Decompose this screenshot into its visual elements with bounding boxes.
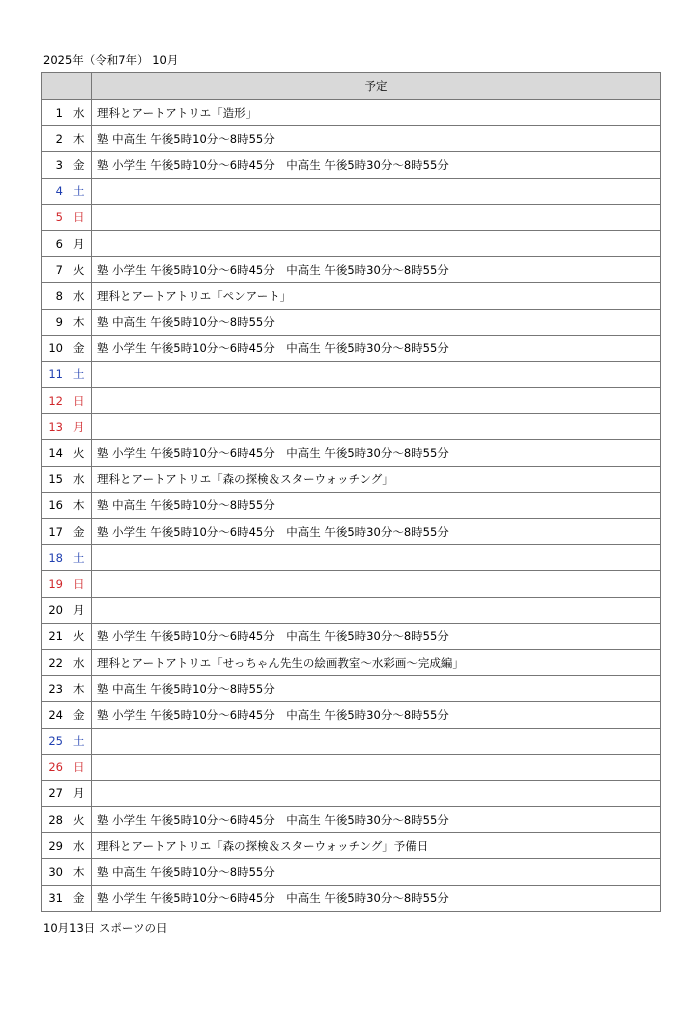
weekday-label: 木 (73, 681, 85, 696)
table-row (42, 230, 661, 256)
plan-cell: 塾 中高生 午後5時10分～8時55分 (92, 492, 661, 518)
table-row (42, 126, 661, 152)
weekday-label: 木 (73, 131, 85, 146)
date-cell (42, 597, 92, 623)
weekday-label: 月 (73, 786, 85, 801)
table-row (42, 833, 661, 859)
plan-cell: 塾 中高生 午後5時10分～8時55分 (92, 676, 661, 702)
weekday-label: 水 (73, 105, 85, 120)
table-row (42, 257, 661, 283)
weekday-label: 木 (73, 498, 85, 513)
day-number: 11 (48, 367, 63, 382)
date-cell (42, 152, 92, 178)
date-cell (42, 335, 92, 361)
date-cell (42, 414, 92, 440)
date-cell (42, 545, 92, 571)
plan-cell: 塾 小学生 午後5時10分～6時45分 中高生 午後5時30分～8時55分 (92, 885, 661, 911)
plan-cell: 塾 中高生 午後5時10分～8時55分 (92, 859, 661, 885)
day-number: 26 (48, 760, 63, 775)
weekday-label: 日 (73, 576, 85, 591)
table-row (42, 859, 661, 885)
date-cell (42, 361, 92, 387)
day-number: 4 (55, 184, 63, 199)
day-number: 13 (48, 419, 63, 434)
plan-cell: 理科とアートアトリエ「造形」 (92, 100, 661, 126)
weekday-label: 木 (73, 865, 85, 880)
weekday-label: 月 (73, 419, 85, 434)
plan-cell: 塾 小学生 午後5時10分～6時45分 中高生 午後5時30分～8時55分 (92, 152, 661, 178)
table-row (42, 440, 661, 466)
day-number: 14 (48, 446, 63, 461)
plan-cell (92, 414, 661, 440)
day-number: 30 (48, 865, 63, 880)
plan-cell: 理科とアートアトリエ「森の探検＆スターウォッチング」予備日 (92, 833, 661, 859)
plan-cell: 塾 小学生 午後5時10分～6時45分 中高生 午後5時30分～8時55分 (92, 807, 661, 833)
plan-cell (92, 545, 661, 571)
plan-cell (92, 204, 661, 230)
plan-cell (92, 571, 661, 597)
date-cell (42, 257, 92, 283)
table-row (42, 807, 661, 833)
plan-cell: 塾 小学生 午後5時10分～6時45分 中高生 午後5時30分～8時55分 (92, 257, 661, 283)
date-cell (42, 676, 92, 702)
weekday-label: 日 (73, 760, 85, 775)
day-number: 25 (48, 734, 63, 749)
day-number: 8 (55, 288, 63, 303)
weekday-label: 金 (73, 157, 85, 172)
day-number: 10 (48, 341, 63, 356)
day-number: 21 (48, 629, 63, 644)
table-row (42, 466, 661, 492)
footer-note: 10月13日 スポーツの日 (43, 921, 168, 935)
date-cell (42, 230, 92, 256)
day-number: 12 (48, 393, 63, 408)
table-row (42, 100, 661, 126)
table-row (42, 283, 661, 309)
date-cell (42, 649, 92, 675)
date-cell (42, 859, 92, 885)
date-cell (42, 702, 92, 728)
weekday-label: 火 (73, 262, 85, 277)
date-cell (42, 754, 92, 780)
day-number: 31 (48, 891, 63, 906)
day-number: 24 (48, 707, 63, 722)
plan-cell (92, 230, 661, 256)
day-number: 20 (48, 603, 63, 618)
day-number: 1 (55, 105, 63, 120)
day-number: 7 (55, 262, 63, 277)
date-cell (42, 388, 92, 414)
day-number: 3 (55, 157, 63, 172)
table-row (42, 885, 661, 911)
day-number: 22 (48, 655, 63, 670)
weekday-label: 土 (73, 734, 85, 749)
plan-cell: 塾 小学生 午後5時10分～6時45分 中高生 午後5時30分～8時55分 (92, 702, 661, 728)
weekday-label: 水 (73, 472, 85, 487)
table-row (42, 623, 661, 649)
weekday-label: 月 (73, 603, 85, 618)
date-cell (42, 178, 92, 204)
weekday-label: 金 (73, 707, 85, 722)
date-cell (42, 885, 92, 911)
date-cell (42, 728, 92, 754)
weekday-label: 水 (73, 288, 85, 303)
day-number: 23 (48, 681, 63, 696)
weekday-label: 火 (73, 629, 85, 644)
plan-cell: 理科とアートアトリエ「ペンアート」 (92, 283, 661, 309)
plan-cell (92, 597, 661, 623)
weekday-label: 水 (73, 838, 85, 853)
day-number: 6 (55, 236, 63, 251)
weekday-label: 月 (73, 236, 85, 251)
date-cell (42, 126, 92, 152)
table-row (42, 492, 661, 518)
plan-cell: 理科とアートアトリエ「森の探検＆スターウォッチング」 (92, 466, 661, 492)
table-row (42, 178, 661, 204)
day-number: 2 (55, 131, 63, 146)
date-cell (42, 780, 92, 806)
weekday-label: 金 (73, 524, 85, 539)
day-number: 29 (48, 838, 63, 853)
day-number: 17 (48, 524, 63, 539)
table-row (42, 649, 661, 675)
plan-cell (92, 754, 661, 780)
table-row (42, 152, 661, 178)
table-row (42, 361, 661, 387)
day-number: 28 (48, 812, 63, 827)
page-title: 2025年（令和7年） 10月 (43, 53, 179, 67)
plan-cell: 塾 小学生 午後5時10分～6時45分 中高生 午後5時30分～8時55分 (92, 623, 661, 649)
date-cell (42, 100, 92, 126)
schedule-body (42, 100, 661, 912)
date-cell (42, 807, 92, 833)
weekday-label: 火 (73, 812, 85, 827)
date-cell (42, 519, 92, 545)
plan-cell: 塾 中高生 午後5時10分～8時55分 (92, 309, 661, 335)
date-cell (42, 466, 92, 492)
weekday-label: 日 (73, 210, 85, 225)
table-row (42, 309, 661, 335)
table-row (42, 414, 661, 440)
table-row (42, 754, 661, 780)
day-number: 27 (48, 786, 63, 801)
weekday-label: 土 (73, 367, 85, 382)
plan-cell (92, 388, 661, 414)
date-cell (42, 571, 92, 597)
plan-cell (92, 178, 661, 204)
weekday-label: 土 (73, 184, 85, 199)
table-row (42, 388, 661, 414)
day-number: 16 (48, 498, 63, 513)
plan-cell: 塾 小学生 午後5時10分～6時45分 中高生 午後5時30分～8時55分 (92, 335, 661, 361)
table-row (42, 571, 661, 597)
header-plan: 予定 (92, 73, 661, 100)
day-number: 9 (55, 315, 63, 330)
weekday-label: 土 (73, 550, 85, 565)
plan-cell: 塾 小学生 午後5時10分～6時45分 中高生 午後5時30分～8時55分 (92, 519, 661, 545)
table-row (42, 702, 661, 728)
table-row (42, 676, 661, 702)
date-cell (42, 204, 92, 230)
weekday-label: 日 (73, 393, 85, 408)
plan-cell (92, 361, 661, 387)
plan-cell (92, 780, 661, 806)
plan-cell (92, 728, 661, 754)
table-header-row (42, 73, 661, 100)
date-cell (42, 833, 92, 859)
weekday-label: 木 (73, 315, 85, 330)
date-cell (42, 283, 92, 309)
table-row (42, 597, 661, 623)
day-number: 5 (55, 210, 63, 225)
header-date (42, 73, 92, 100)
table-row (42, 728, 661, 754)
table-row (42, 519, 661, 545)
date-cell (42, 623, 92, 649)
table-row (42, 780, 661, 806)
weekday-label: 金 (73, 891, 85, 906)
date-cell (42, 309, 92, 335)
table-row (42, 545, 661, 571)
weekday-label: 金 (73, 341, 85, 356)
plan-cell: 塾 小学生 午後5時10分～6時45分 中高生 午後5時30分～8時55分 (92, 440, 661, 466)
day-number: 19 (48, 576, 63, 591)
day-number: 18 (48, 550, 63, 565)
date-cell (42, 440, 92, 466)
weekday-label: 火 (73, 446, 85, 461)
schedule-table (41, 72, 661, 912)
table-row (42, 204, 661, 230)
table-row (42, 335, 661, 361)
plan-cell: 理科とアートアトリエ「せっちゃん先生の絵画教室～水彩画～完成編」 (92, 649, 661, 675)
date-cell (42, 492, 92, 518)
day-number: 15 (48, 472, 63, 487)
plan-cell: 塾 中高生 午後5時10分～8時55分 (92, 126, 661, 152)
weekday-label: 水 (73, 655, 85, 670)
